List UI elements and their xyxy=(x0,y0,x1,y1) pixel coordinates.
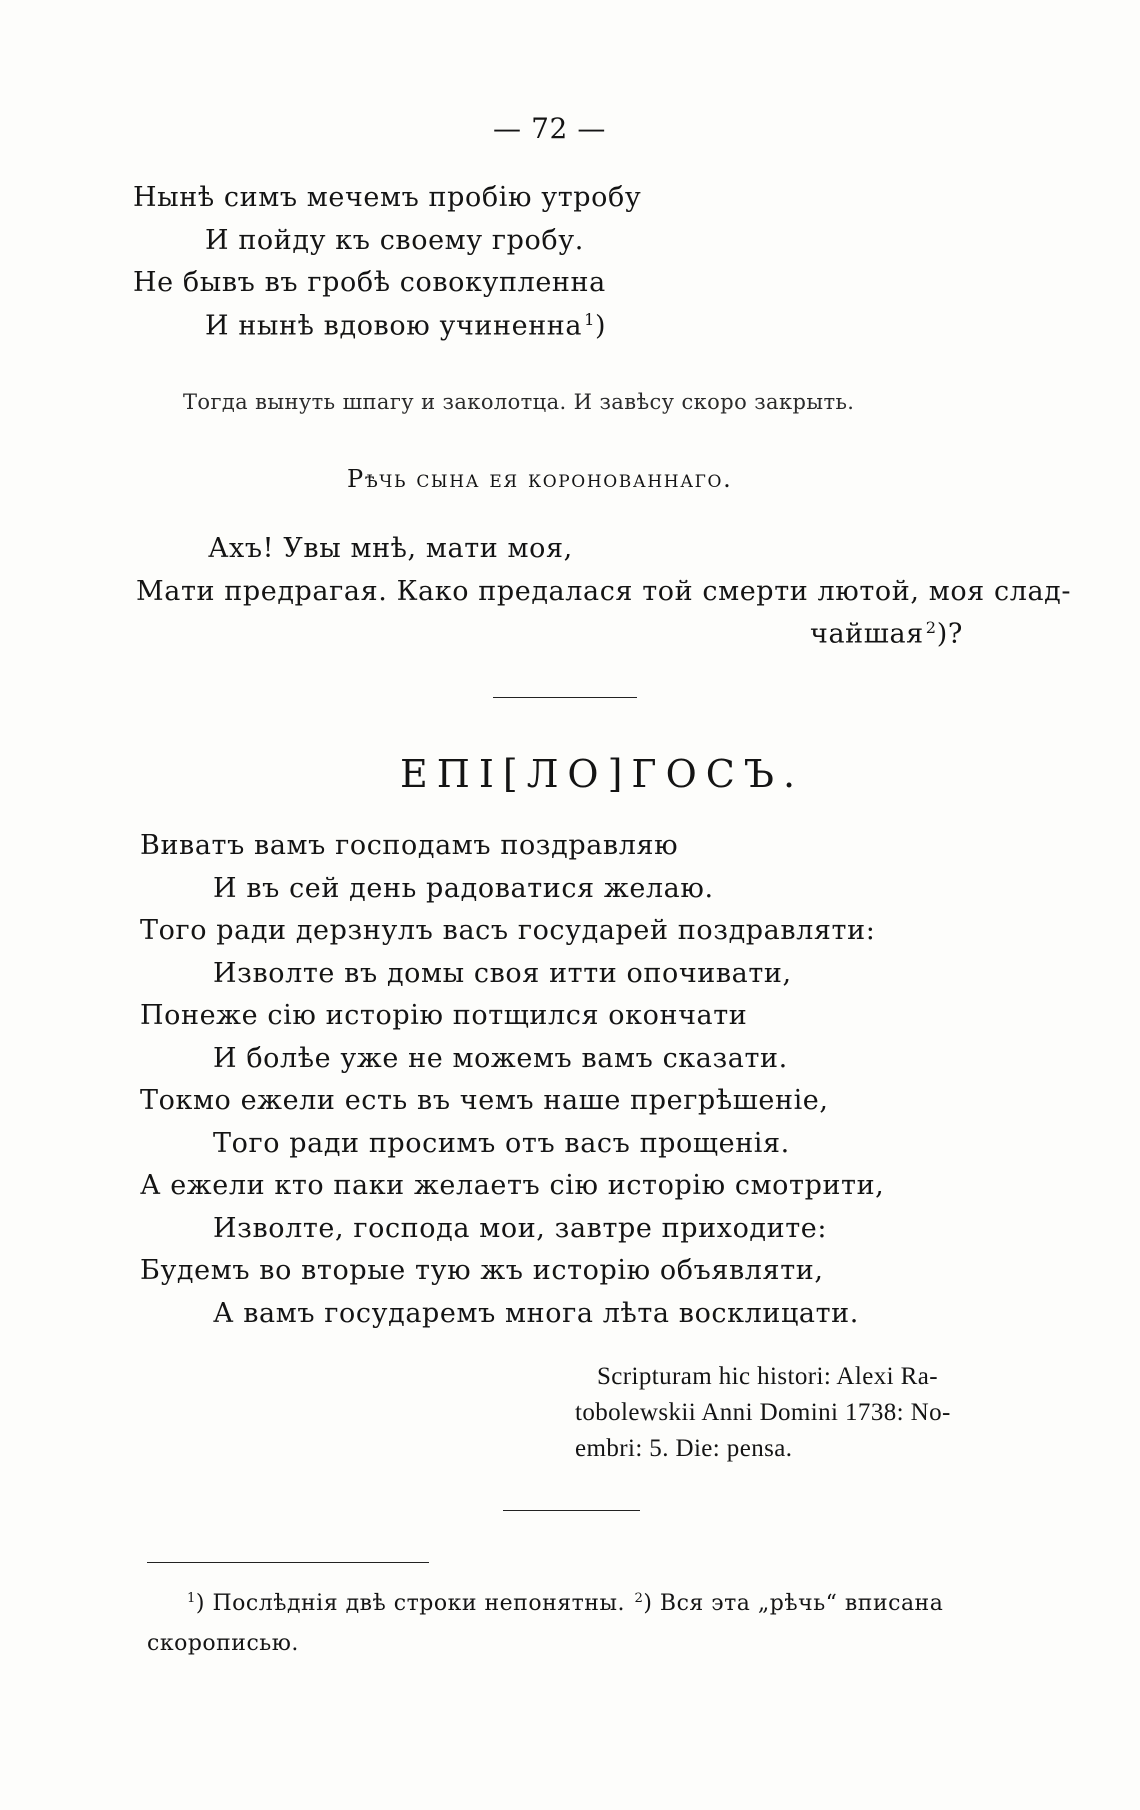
speech-line: Ахъ! Увы мнѣ, мати моя, xyxy=(208,533,573,564)
epilogue-title: ЕПІ[ЛО]ГОСЪ. xyxy=(400,752,805,796)
colophon-line: tobolewskii Anni Domini 1738: No- xyxy=(575,1399,951,1426)
stage-direction: Тогда вынуть шпагу и заколотца. И завѣсу скоро закрыть. xyxy=(183,390,855,414)
colophon-line: embri: 5. Die: pensa. xyxy=(575,1435,793,1462)
verse-line: И нынѣ вдовою учиненна $^1$) xyxy=(205,310,607,342)
footnote-marker: 1 xyxy=(187,1591,196,1607)
epilogue-line: Понеже сію исторію потщился окончати xyxy=(140,1000,748,1031)
footnote-marker: 2 xyxy=(634,1591,644,1607)
divider xyxy=(493,697,637,698)
footnote-line: $^1$) Послѣднія двѣ строки непонятны. $^2$) Вся эта „рѣчь“ вписана xyxy=(187,1591,944,1616)
colophon-line: Scripturam hic histori: Alexi Ra- xyxy=(597,1363,938,1390)
epilogue-line: Изволте, господа мои, завтре приходите: xyxy=(213,1213,828,1244)
epilogue-line: И болѣе уже не можемъ вамъ сказати. xyxy=(213,1043,788,1074)
epilogue-line: Изволте въ домы своя итти опочивати, xyxy=(213,958,792,989)
footnote-ref: 1 xyxy=(584,310,595,329)
epilogue-line: Будемъ во вторые тую жъ исторію объявляти, xyxy=(140,1255,824,1286)
speech-heading: Рѣчь сына ея коронованнаго. xyxy=(347,465,733,493)
epilogue-line: И въ сей день радоватися желаю. xyxy=(213,873,714,904)
epilogue-line: Виватъ вамъ господамъ поздравляю xyxy=(140,830,679,861)
footnote-line: скорописью. xyxy=(147,1631,299,1656)
epilogue-line: А вамъ государемъ многа лѣта восклицати. xyxy=(213,1298,859,1329)
speech-line: Мати предрагая. Како предалася той смерти лютой, моя слад- xyxy=(136,576,1072,607)
epilogue-line: Токмо ежели есть въ чемъ наше прегрѣшеніе, xyxy=(140,1085,829,1116)
verse-line: И пойду къ своему гробу. xyxy=(205,225,584,256)
speech-line-end: чайшая $^2$)? xyxy=(810,618,963,650)
divider xyxy=(503,1510,640,1511)
verse-line: Не бывъ въ гробѣ совокупленна xyxy=(133,267,606,298)
page-number: — 72 — xyxy=(493,112,607,145)
epilogue-line: А ежели кто паки желаетъ сію исторію смотрити, xyxy=(140,1170,885,1201)
footnote-separator xyxy=(147,1562,429,1563)
verse-line: Нынѣ симъ мечемъ пробію утробу xyxy=(133,182,642,213)
footnote-ref: 2 xyxy=(925,618,937,637)
epilogue-line: Того ради просимъ отъ васъ прощенія. xyxy=(213,1128,790,1159)
epilogue-line: Того ради дерзнулъ васъ государей поздравляти: xyxy=(140,915,876,946)
